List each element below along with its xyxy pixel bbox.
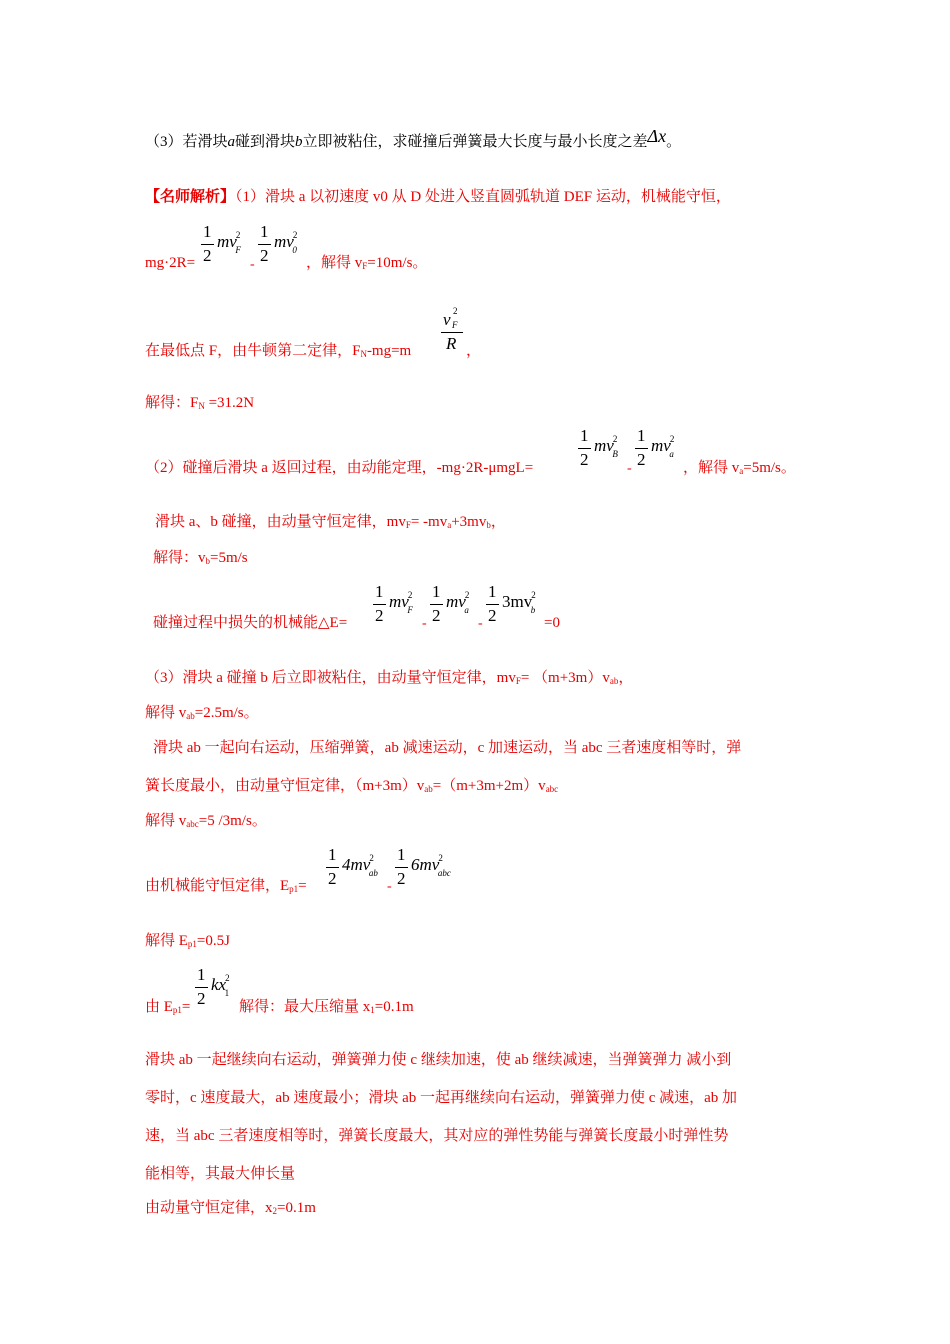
work-energy-line: （2）碰撞后滑块 a 返回过程，由动能定理，-mg·2R-μmgL= xyxy=(145,460,534,476)
fraction-vF2-over-R: v 2 F R xyxy=(441,308,463,358)
final-para-4: 能相等，其最大伸长量 xyxy=(145,1166,296,1182)
fraction-half: 1 2 xyxy=(201,222,215,270)
term-mva2: $mv^2_a$ xyxy=(446,590,470,615)
final-para-1: 滑块 ab 一起继续向右运动，弹簧弹力使 c 继续加速，使 ab 继续减速，当弹簧弹力 减小到 xyxy=(145,1052,732,1068)
vb-result: 解得：$v_b=5m/s$ xyxy=(153,550,248,566)
term-mvF2: $mv^2_F$ xyxy=(217,230,241,255)
fraction-half: 1 2 xyxy=(578,426,592,474)
energy-eq-1: mg·2R= xyxy=(145,255,196,271)
motion-para-2: 簧长度最小，由动量守恒定律，$(m+3m)v_{ab}=(m+3m+2m)v_{abc}$ xyxy=(145,778,559,794)
term-mv02: $mv^2_0$ xyxy=(274,230,298,255)
stick-momentum-line: （3）滑块 a 碰撞 b 后立即被粘住，由动量守恒定律，$mv_F= (m+3m)v_{ab}$， xyxy=(145,670,634,686)
compression-line: 由 $E_{p1}=$ xyxy=(145,999,191,1015)
fraction-half: 1 2 xyxy=(258,222,272,270)
energy-conservation-line: 由机械能守恒定律，$E_{p1}=$ xyxy=(145,878,307,894)
energy-loss-line: 碰撞过程中损失的机械能△E= xyxy=(153,615,348,631)
fraction-half: 1 2 xyxy=(486,582,500,630)
term-mvF2: $mv^2_F$ xyxy=(389,590,413,615)
fraction-half: 1 2 xyxy=(635,426,649,474)
ep1-result: 解得 $E_{p1}=0.5J$ xyxy=(145,933,230,949)
delta-x: Δx xyxy=(647,126,667,146)
fraction-half: 1 2 xyxy=(373,582,387,630)
question-3: （3）若滑块a碰到滑块b立即被粘住，求碰撞后弹簧最大长度与最小长度之差Δx。 xyxy=(145,126,682,150)
vabc-result: 解得 $v_{abc}=5$ /3m/s。 xyxy=(145,813,267,829)
fraction-half: 1 2 xyxy=(395,845,409,893)
vab-result: 解得 $v_{ab}=2.5m/s$。 xyxy=(145,705,259,721)
term-4mvab2: $4mv^2_{ab}$ xyxy=(342,853,378,878)
term-mva2: $mv^2_a$ xyxy=(651,434,675,459)
analysis-intro: 【名师解析】（1）滑块 a 以初速度 v0 从 D 处进入竖直圆弧轨道 DEF 运动，机械能守恒， xyxy=(145,189,731,205)
fraction-half: 1 2 xyxy=(430,582,444,630)
newton-law-line: 在最低点 F，由牛顿第二定律，$F_N-mg=m$ xyxy=(145,343,412,359)
var-a: a xyxy=(227,134,236,150)
fn-result: 解得：$F_N =31.2N$ xyxy=(145,395,255,411)
fraction-half: 1 2 xyxy=(326,845,340,893)
term-kx12: $kx^2_1$ xyxy=(211,973,230,998)
final-para-3: 速，当 abc 三者速度相等时，弹簧长度最大，其对应的弹性势能与弹簧长度最小时弹性势 xyxy=(145,1128,729,1144)
motion-para-1: 滑块 ab 一起向右运动，压缩弹簧，ab 减速运动，c 加速运动，当 abc 三者速度相等时，弹 xyxy=(153,740,742,756)
term-mvB2: $mv^2_B$ xyxy=(594,434,618,459)
x2-result: 由动量守恒定律，$x_2=0.1m$ xyxy=(145,1200,316,1216)
analysis-tag: 【名师解析】 xyxy=(145,189,236,205)
term-3mvb2: $3mv^2_b$ xyxy=(502,590,536,615)
fraction-half: 1 2 xyxy=(195,965,209,1013)
momentum-line: 滑块 a、b 碰撞，由动量守恒定律，$mv_F= -mv_a+3mv_b$， xyxy=(155,514,506,530)
final-para-2: 零时，c 速度最大，ab 速度最小；滑块 ab 一起再继续向右运动，弹簧弹力使 c 减速，ab 加 xyxy=(145,1090,738,1106)
var-b: b xyxy=(295,134,303,150)
term-6mvabc2: $6mv^2_{abc}$ xyxy=(411,853,451,878)
